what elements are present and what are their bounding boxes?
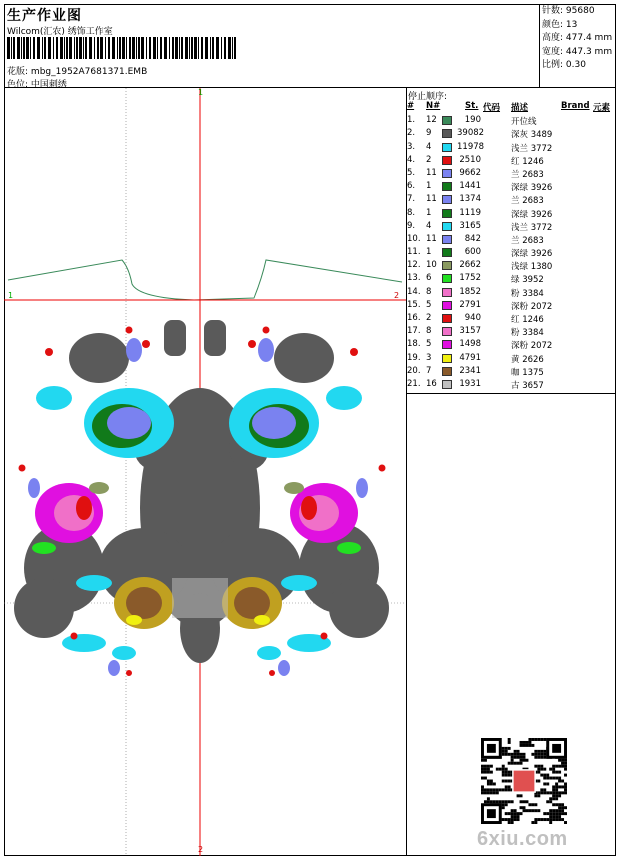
legend-color-swatch [442, 235, 452, 244]
stat-scale: 比例: 0.30 [542, 60, 586, 70]
legend-description: 咖 1375 [511, 367, 544, 378]
legend-needle: 3 [426, 352, 432, 363]
legend-needle: 9 [426, 128, 432, 139]
header-panel [4, 4, 540, 88]
legend-needle: 11 [426, 194, 437, 205]
legend-color-swatch [442, 182, 452, 191]
legend-needle: 2 [426, 313, 432, 323]
legend-description: 深绿 3926 [511, 249, 553, 260]
legend-index: 18. [407, 339, 421, 350]
studio-subtitle: Wilcom(汇农) 绣饰工作室 [7, 27, 113, 37]
legend-description: 红 1246 [511, 156, 544, 167]
legend-row [407, 114, 616, 127]
legend-color-swatch [442, 143, 452, 152]
legend-needle: 2 [426, 154, 432, 165]
legend-row [407, 127, 616, 140]
legend-description: 兰 2683 [511, 196, 544, 207]
legend-index: 13. [407, 273, 421, 284]
legend-stitches: 940 [464, 313, 481, 323]
legend-index: 17. [407, 326, 421, 337]
legend-color-swatch [442, 129, 452, 138]
legend-stitches: 1752 [459, 273, 481, 284]
legend-description: 深粉 2072 [511, 301, 553, 312]
col-header-desc: 描述 [511, 103, 529, 113]
file-name-line [7, 64, 147, 77]
legend-description: 开位线 [511, 117, 537, 128]
legend-needle: 1 [426, 207, 432, 218]
legend-color-swatch [442, 156, 452, 165]
legend-needle: 1 [426, 247, 432, 258]
legend-row [407, 167, 616, 180]
legend-stitches: 842 [464, 233, 481, 244]
legend-row [407, 154, 616, 167]
legend-needle: 4 [426, 220, 432, 231]
legend-row [407, 193, 616, 206]
col-header-index: # [407, 101, 415, 111]
side-panel [407, 88, 616, 856]
legend-color-swatch [442, 367, 452, 376]
legend-stitches: 2341 [459, 365, 481, 376]
qr-code-image [481, 738, 567, 824]
legend-color-swatch [442, 354, 452, 363]
ref-mark-left: 1 [8, 291, 14, 300]
legend-description: 粉 3384 [511, 288, 544, 299]
legend-row [407, 259, 616, 272]
legend-row [407, 325, 616, 338]
barcode-image [7, 37, 239, 59]
legend-description: 古 3657 [511, 380, 544, 391]
legend-needle: 16 [426, 378, 437, 389]
legend-color-swatch [442, 169, 452, 178]
legend-stitches: 190 [464, 115, 481, 126]
legend-description: 黄 2626 [511, 354, 544, 365]
legend-stitches: 11978 [457, 141, 485, 152]
legend-row [407, 312, 616, 325]
legend-stitches: 3157 [459, 326, 481, 337]
legend-description: 兰 2683 [511, 235, 544, 246]
legend-stitches: 2791 [459, 299, 481, 310]
legend-description: 粉 3384 [511, 328, 544, 339]
col-header-code: 代码 [483, 103, 501, 113]
legend-stitches: 9662 [459, 167, 481, 178]
legend-stitches: 1119 [459, 207, 481, 218]
legend-row [407, 299, 616, 312]
legend-index: 7. [407, 194, 416, 205]
color-label: 色位: [7, 80, 29, 90]
legend-stitches: 1852 [459, 286, 481, 297]
legend-stitches: 1374 [459, 194, 481, 205]
legend-rows [407, 114, 616, 391]
site-logo: 6xiu.com [477, 828, 568, 850]
stats-panel [540, 4, 616, 88]
legend-row [407, 365, 616, 378]
col-header-element: 元素 [593, 103, 611, 113]
file-label: 花版: [7, 67, 29, 77]
stat-stitches: 针数: 95680 [542, 6, 595, 16]
legend-needle: 8 [426, 286, 432, 297]
legend-stitches: 39082 [457, 128, 485, 139]
legend-row [407, 352, 616, 365]
ref-mark-bottom: 2 [198, 845, 204, 854]
legend-index: 20. [407, 365, 421, 376]
legend-row [407, 233, 616, 246]
legend-color-swatch [442, 288, 452, 297]
col-header-brand: Brand [561, 101, 590, 111]
legend-row [407, 246, 616, 259]
neckline-outline [8, 260, 402, 300]
legend-index: 11. [407, 247, 421, 258]
legend-needle: 7 [426, 365, 432, 376]
legend-index: 4. [407, 154, 416, 165]
legend-index: 21. [407, 378, 421, 389]
color-legend [407, 88, 616, 394]
legend-stitches: 4791 [459, 352, 481, 363]
col-header-st: St. [465, 101, 479, 111]
legend-description: 浅绿 1380 [511, 262, 553, 273]
legend-description: 深绿 3926 [511, 209, 553, 220]
legend-index: 12. [407, 260, 421, 271]
legend-needle: 11 [426, 167, 437, 178]
file-name: mbg_1952A7681371.EMB [30, 67, 148, 77]
legend-index: 16. [407, 313, 421, 323]
legend-stitches: 3165 [459, 220, 481, 231]
legend-description: 兰 2683 [511, 169, 544, 180]
embroidery-design [4, 88, 407, 856]
legend-title: 停止顺序: [408, 92, 448, 102]
legend-color-swatch [442, 340, 452, 349]
legend-stitches: 2662 [459, 260, 481, 271]
legend-needle: 5 [426, 339, 432, 350]
legend-color-swatch [442, 116, 452, 125]
legend-row [407, 378, 616, 391]
legend-color-swatch [442, 380, 452, 389]
legend-color-swatch [442, 261, 452, 270]
legend-color-swatch [442, 195, 452, 204]
legend-index: 14. [407, 286, 421, 297]
legend-description: 深绿 3926 [511, 183, 553, 194]
ref-mark-top: 1 [198, 88, 204, 97]
legend-color-swatch [442, 274, 452, 283]
legend-needle: 10 [426, 260, 437, 271]
legend-description: 浅兰 3772 [511, 143, 553, 154]
legend-stitches: 1931 [459, 378, 481, 389]
legend-index: 3. [407, 141, 416, 152]
light-grey-fill [172, 578, 228, 618]
legend-stitches: 600 [464, 247, 481, 258]
legend-row [407, 220, 616, 233]
legend-row [407, 286, 616, 299]
legend-row [407, 338, 616, 351]
legend-description: 绿 3952 [511, 275, 544, 286]
legend-needle: 1 [426, 181, 432, 192]
design-canvas [4, 88, 407, 856]
legend-row [407, 141, 616, 154]
legend-index: 5. [407, 167, 416, 178]
legend-index: 9. [407, 220, 416, 231]
legend-needle: 11 [426, 233, 437, 244]
stat-height: 高度: 477.4 mm [542, 33, 613, 43]
ref-mark-right: 2 [394, 291, 400, 300]
legend-needle: 8 [426, 326, 432, 337]
legend-needle: 5 [426, 299, 432, 310]
legend-description: 深灰 3489 [511, 130, 553, 141]
legend-color-swatch [442, 314, 452, 323]
legend-needle: 4 [426, 141, 432, 152]
legend-description: 红 1246 [511, 315, 544, 325]
legend-index: 6. [407, 181, 416, 192]
legend-needle: 6 [426, 273, 432, 284]
legend-index: 10. [407, 233, 421, 244]
legend-color-swatch [442, 301, 452, 310]
legend-color-swatch [442, 327, 452, 336]
col-header-no: N# [426, 101, 441, 111]
legend-index: 1. [407, 115, 416, 126]
legend-description: 浅兰 3772 [511, 222, 553, 233]
legend-row [407, 272, 616, 285]
legend-row [407, 180, 616, 193]
legend-index: 15. [407, 299, 421, 310]
legend-stitches: 2510 [459, 154, 481, 165]
legend-needle: 12 [426, 115, 437, 126]
legend-description: 深粉 2072 [511, 341, 553, 352]
legend-color-swatch [442, 248, 452, 257]
legend-stitches: 1441 [459, 181, 481, 192]
color-value: 中国刺绣 [30, 80, 67, 90]
legend-row [407, 207, 616, 220]
legend-color-swatch [442, 222, 452, 231]
legend-index: 19. [407, 352, 421, 363]
legend-header-row [407, 101, 616, 114]
legend-stitches: 1498 [459, 339, 481, 350]
page-title: 生产作业图 [7, 8, 82, 24]
legend-index: 8. [407, 207, 416, 218]
legend-color-swatch [442, 209, 452, 218]
legend-index: 2. [407, 128, 416, 139]
stat-colors: 颜色: 13 [542, 19, 578, 30]
stat-width: 宽度: 447.3 mm [542, 46, 613, 57]
